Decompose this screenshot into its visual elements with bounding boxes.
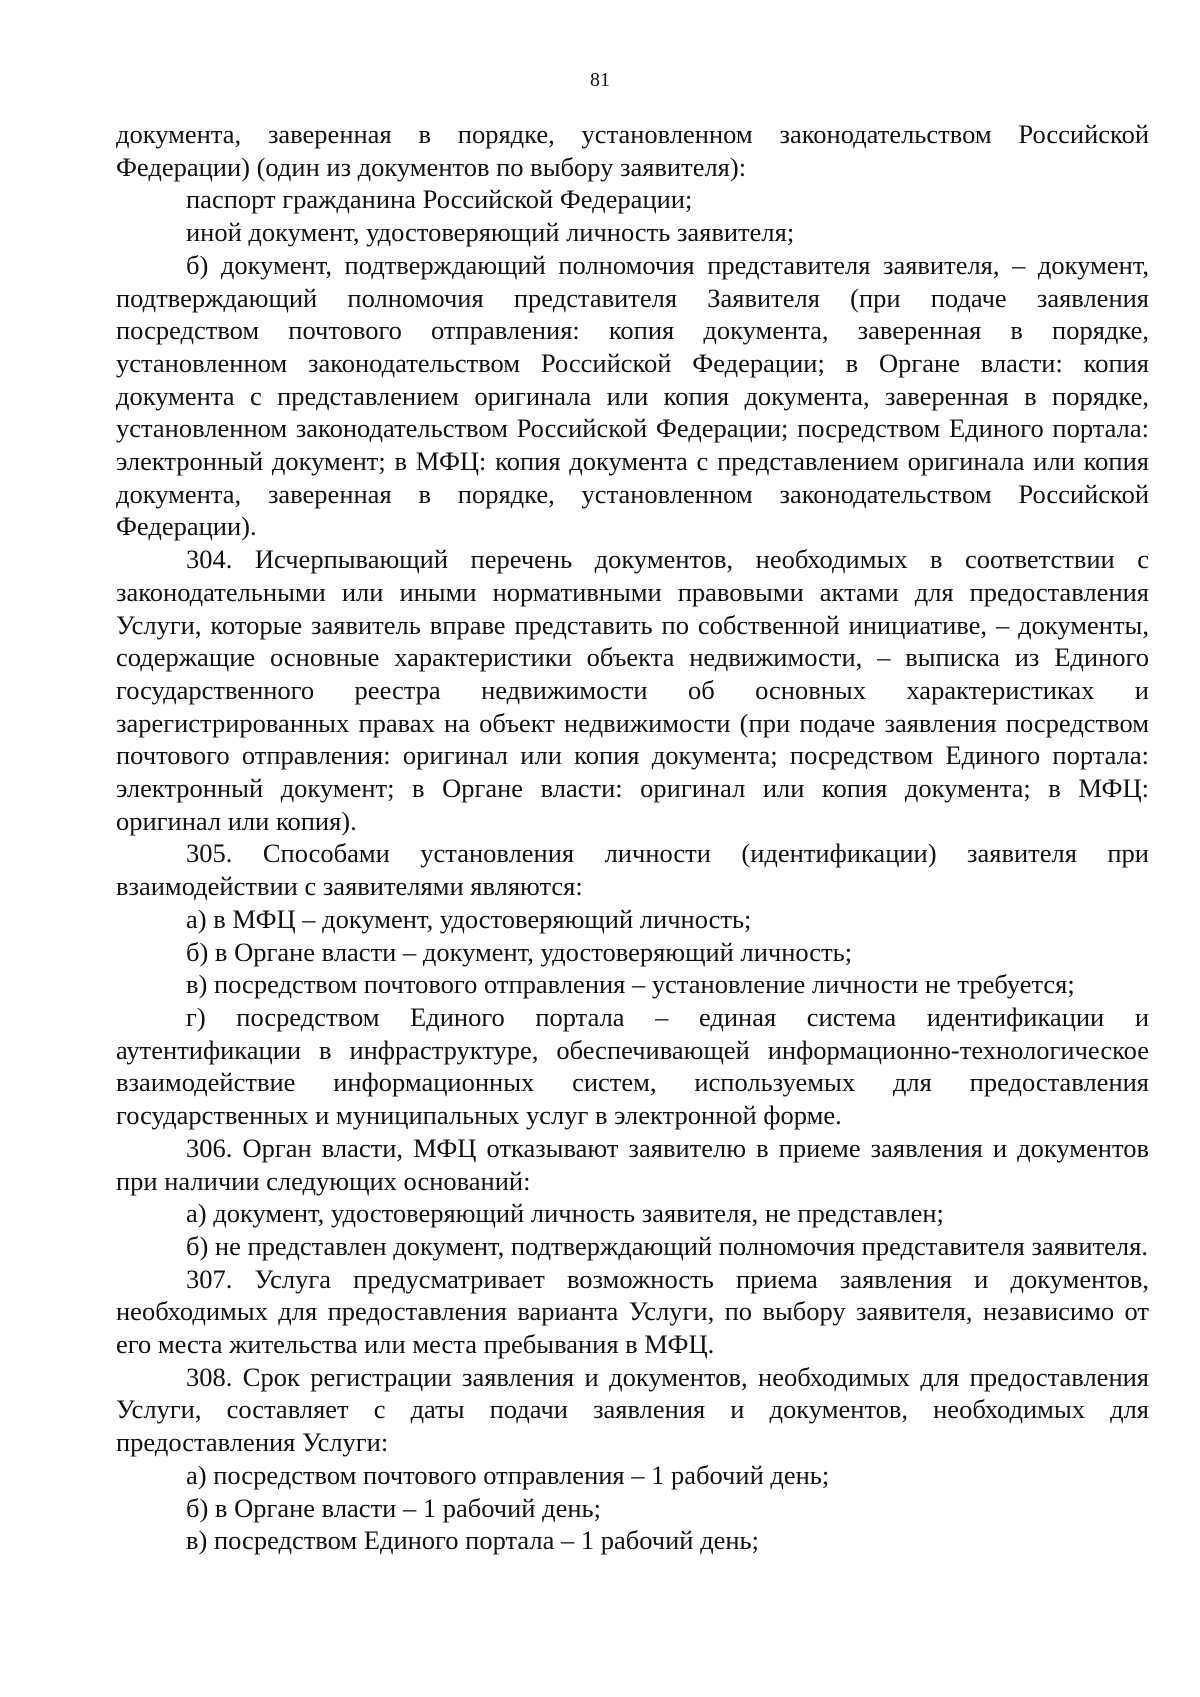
clause-306-item-a: а) документ, удостоверяющий личность заявителя, не представлен; (186, 1198, 944, 1229)
clause-305: 305. Способами установления личности (идентификации) заявителя при взаимодействии с заявителями являются: (116, 838, 1149, 902)
clause-305-item-g: г) посредством Единого портала – единая система идентификации и аутентификации в инфраструктуре, обеспечивающей информационно-технологическое взаимодействие информационных систем, используемых для предоставления государственных и муниципальных услуг в электронной форме. (116, 1001, 1149, 1131)
clause-308-item-b: б) в Органе власти – 1 рабочий день; (186, 1492, 601, 1523)
clause-308: 308. Срок регистрации заявления и документов, необходимых для предоставления Услуги, составляет с даты подачи заявления и документов, необходимых для предоставления Услуги: (116, 1361, 1149, 1458)
document-body (116, 118, 1149, 1557)
page-number: 81 (590, 69, 610, 91)
clause-307: 307. Услуга предусматривает возможность приема заявления и документов, необходимых для предоставления варианта Услуги, по выбору заявителя, независимо от его места жительства или места пребывания в МФЦ. (116, 1263, 1149, 1360)
list-item-representative-doc: б) документ, подтверждающий полномочия представителя заявителя, – документ, подтверждающий полномочия представителя Заявителя (при подаче заявления посредством почтового отправления: копия документа, заверенная в порядке, установленном законодательством Российской Федерации; в Органе власти: копия документа с представлением оригинала или копия документа, заверенная в порядке, установленном законодательством Российской Федерации; посредством Единого портала: электронный документ; в МФЦ: копия документа с представлением оригинала или копия документа, заверенная в порядке, установленном законодательством Российской Федерации). (116, 249, 1149, 542)
list-item-passport: паспорт гражданина Российской Федерации; (186, 184, 693, 215)
clause-305-item-v: в) посредством почтового отправления – установление личности не требуется; (186, 969, 1075, 1000)
list-item-other-id: иной документ, удостоверяющий личность заявителя; (186, 217, 795, 248)
clause-305-item-a: а) в МФЦ – документ, удостоверяющий личность; (186, 903, 752, 934)
clause-304: 304. Исчерпывающий перечень документов, необходимых в соответствии с законодательными или иными нормативными правовыми актами для предоставления Услуги, которые заявитель вправе представить по собственной инициативе, – документы, содержащие основные характеристики объекта недвижимости, – выписка из Единого государственного реестра недвижимости об основных характеристиках и зарегистрированных правах на объект недвижимости (при подаче заявления посредством почтового отправления: оригинал или копия документа; посредством Единого портала: электронный документ; в Органе власти: оригинал или копия документа; в МФЦ: оригинал или копия). (116, 544, 1149, 836)
clause-305-item-b: б) в Органе власти – документ, удостоверяющий личность; (186, 936, 853, 967)
paragraph-continuation: документа, заверенная в порядке, установленном законодательством Российской Федерации) (один из документов по выбору заявителя): (116, 119, 1149, 182)
clause-306-item-b: б) не представлен документ, подтверждающий полномочия представителя заявителя. (186, 1230, 1148, 1261)
clause-308-item-a: а) посредством почтового отправления – 1 рабочий день; (186, 1459, 830, 1490)
clause-308-item-v: в) посредством Единого портала – 1 рабочий день; (186, 1525, 759, 1556)
clause-306: 306. Орган власти, МФЦ отказывают заявителю в приеме заявления и документов при наличии следующих оснований: (116, 1132, 1149, 1196)
